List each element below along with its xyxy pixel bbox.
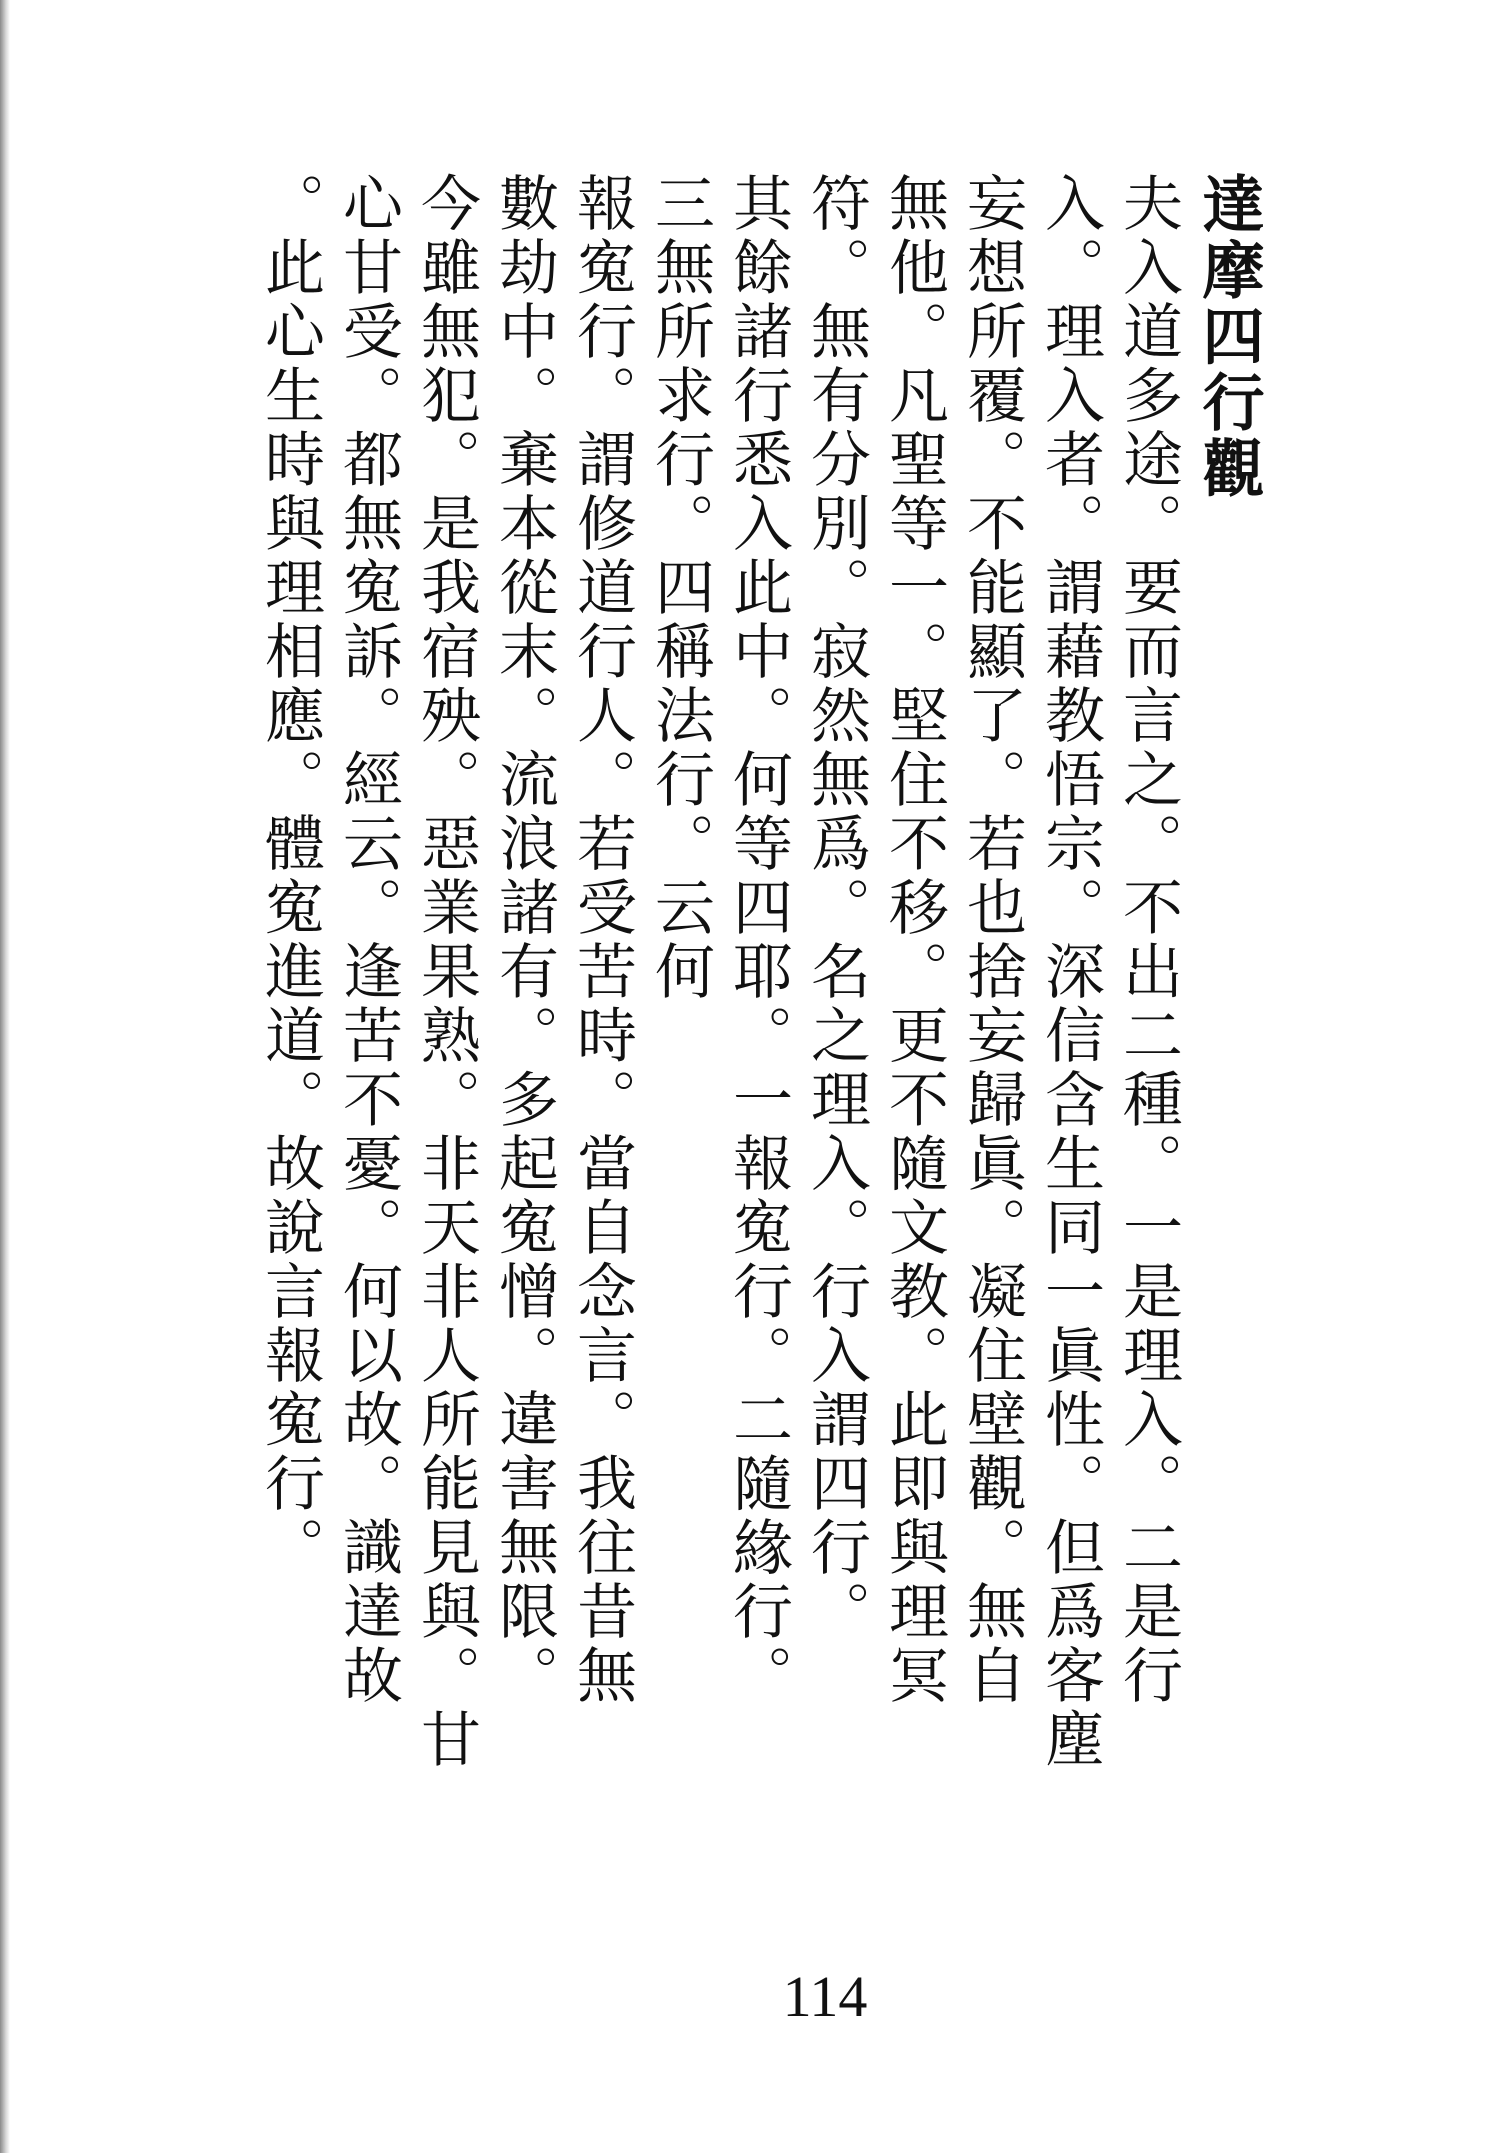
text-column-1: 夫入道多途。要而言之。不出二種。一是理入。二是行 <box>1113 172 1183 1708</box>
text-column-10: 今雖無犯。是我宿殃。惡業果熟。非天非人所能見與。甘 <box>411 172 481 1772</box>
text-column-8: 報寃行。謂修道行人。若受苦時。當自念言。我往昔無 <box>567 172 637 1708</box>
text-column-3: 妄想所覆。不能顯了。若也捨妄歸眞。凝住壁觀。無自 <box>957 172 1027 1708</box>
document-title: 達摩四行觀 <box>1192 172 1265 502</box>
text-column-2: 入。理入者。謂藉教悟宗。深信含生同一眞性。但爲客塵 <box>1035 172 1105 1772</box>
text-column-5: 符。無有分別。寂然無爲。名之理入。行入謂四行。 <box>801 172 871 1644</box>
scan-edge-shadow <box>0 0 10 2153</box>
text-column-12: 。此心生時與理相應。體寃進道。故說言報寃行。 <box>255 172 325 1580</box>
text-column-9: 數劫中。棄本從末。流浪諸有。多起寃憎。違害無限。 <box>489 172 559 1708</box>
text-column-4: 無他。凡聖等一。堅住不移。更不隨文教。此即與理冥 <box>879 172 949 1708</box>
text-column-6: 其餘諸行悉入此中。何等四耶。一報寃行。二隨緣行。 <box>723 172 793 1708</box>
text-column-7: 三無所求行。四稱法行。云何 <box>645 172 715 1004</box>
vertical-text-block <box>255 172 1265 1892</box>
page-number: 114 <box>782 1964 868 2029</box>
text-column-11: 心甘受。都無寃訴。經云。逢苦不憂。何以故。識達故 <box>333 172 403 1708</box>
